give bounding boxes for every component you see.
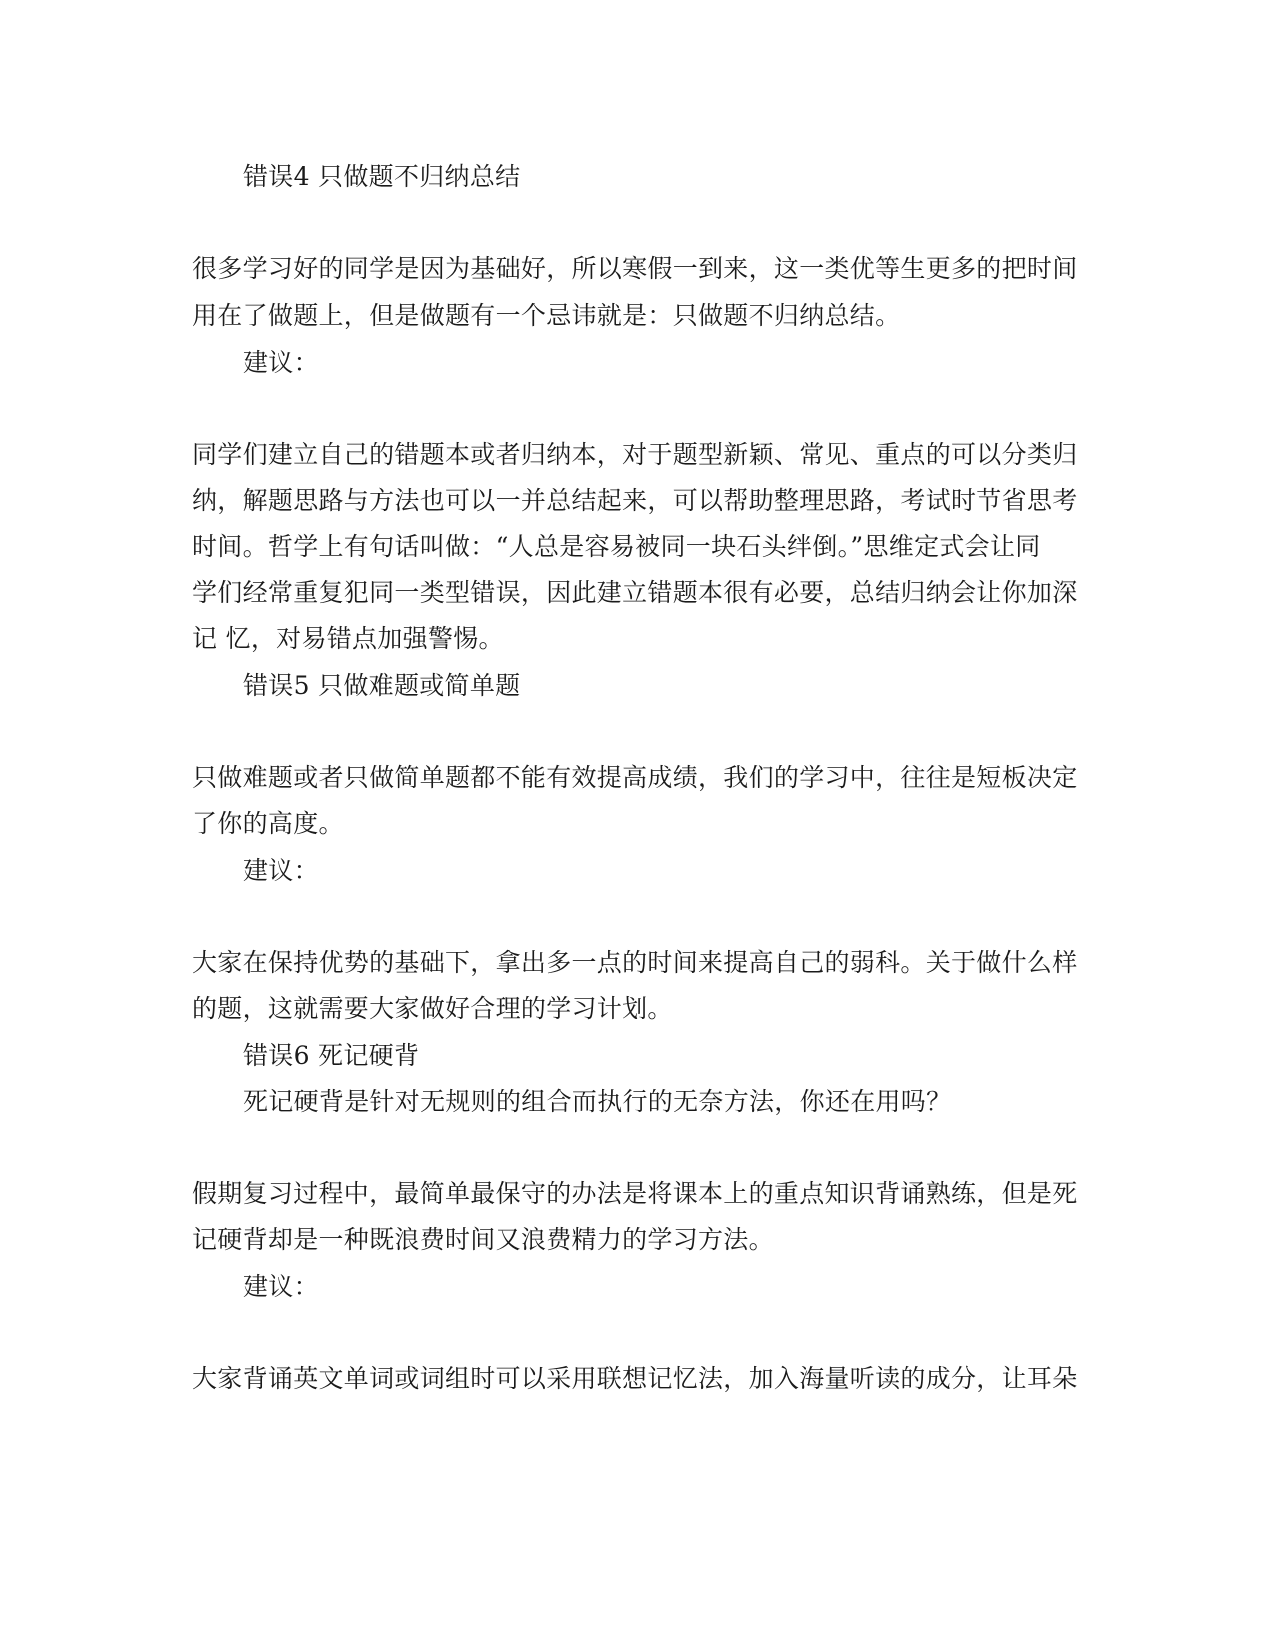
paragraph-line: 记 忆，对易错点加强警惕。 [192, 624, 504, 653]
suggestion-label: 建议： [243, 348, 319, 377]
paragraph-line: 只做难题或者只做简单题都不能有效提高成绩，我们的学习中，往往是短板决定 [192, 763, 1078, 792]
heading-error-4: 错误4 只做题不归纳总结 [243, 162, 521, 191]
paragraph-line: 同学们建立自己的错题本或者归纳本，对于题型新颖、常见、重点的可以分类归 [192, 440, 1078, 469]
heading-error-6: 错误6 死记硬背 [243, 1041, 420, 1070]
paragraph-line: 记硬背却是一种既浪费时间又浪费精力的学习方法。 [192, 1225, 774, 1254]
paragraph-line: 的题，这就需要大家做好合理的学习计划。 [192, 994, 673, 1023]
suggestion-label: 建议： [243, 1272, 319, 1301]
paragraph-line: 大家背诵英文单词或词组时可以采用联想记忆法，加入海量听读的成分，让耳朵 [192, 1364, 1078, 1393]
paragraph-line: 了你的高度。 [192, 809, 344, 838]
paragraph-line: 用在了做题上，但是做题有一个忌讳就是：只做题不归纳总结。 [192, 301, 901, 330]
paragraph-line: 很多学习好的同学是因为基础好，所以寒假一到来，这一类优等生更多的把时间 [192, 254, 1078, 283]
paragraph-line: 假期复习过程中，最简单最保守的办法是将课本上的重点知识背诵熟练，但是死 [192, 1179, 1078, 1208]
paragraph-line: 时间。哲学上有句话叫做：“人总是容易被同一块石头绊倒。”思维定式会让同 [192, 532, 1041, 561]
paragraph-line: 大家在保持优势的基础下，拿出多一点的时间来提高自己的弱科。关于做什么样 [192, 948, 1078, 977]
paragraph-line: 学们经常重复犯同一类型错误，因此建立错题本很有必要，总结归纳会让你加深 [192, 578, 1078, 607]
paragraph-line: 死记硬背是针对无规则的组合而执行的无奈方法，你还在用吗？ [243, 1087, 952, 1116]
suggestion-label: 建议： [243, 856, 319, 885]
heading-error-5: 错误5 只做难题或简单题 [243, 671, 521, 700]
paragraph-line: 纳，解题思路与方法也可以一并总结起来，可以帮助整理思路，考试时节省思考 [192, 486, 1078, 515]
